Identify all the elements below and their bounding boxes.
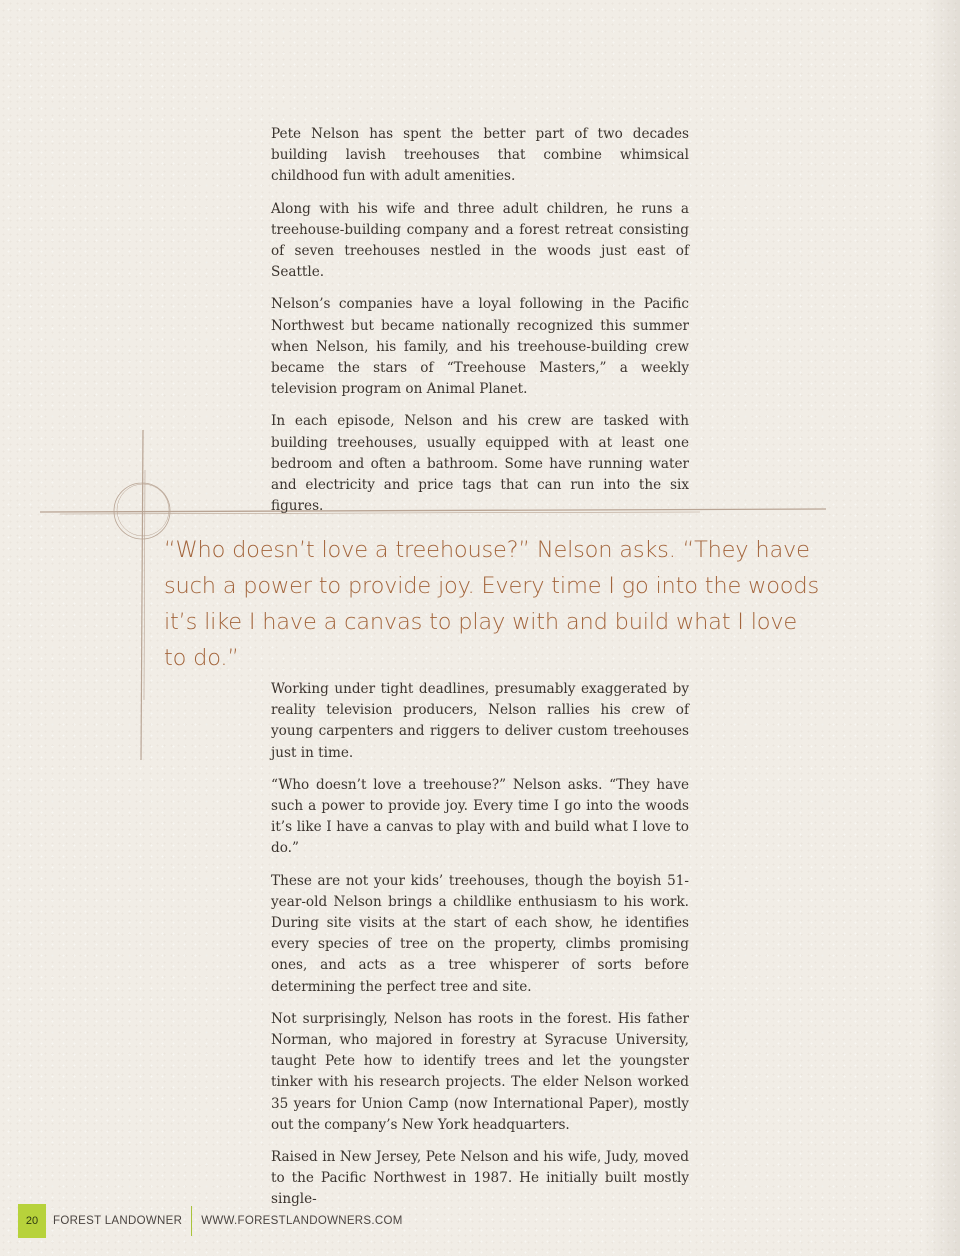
paragraph: Raised in New Jersey, Pete Nelson and his wife, Judy, moved to the Pacific Northwest in 1987. He initially built mostly single- [271, 1149, 689, 1208]
paragraph: Along with his wife and three adult children, he runs a treehouse-building company and a forest retreat consisting of seven treehouses nestled in the woods just east of Seattle. [271, 200, 689, 281]
pull-quote: “Who doesn’t love a treehouse?” Nelson asks. “They have such a power to provide joy. Every time I go into the woods it’s like I have a canvas to play with and build what I love to do.” [164, 537, 819, 671]
page-number: 20 [18, 1204, 46, 1238]
article-column-top [271, 124, 689, 528]
paragraph: Working under tight deadlines, presumably exaggerated by reality television producers, Nelson rallies his crew of young carpenters and riggers to deliver custom treehouses just in time. [271, 681, 689, 761]
page-footer [18, 1204, 403, 1238]
paragraph: In each episode, Nelson and his crew are tasked with building treehouses, usually equipped with at least one bedroom and often a bathroom. Some have running water and electricity and price tags that can run into the six figures. [271, 413, 689, 515]
paragraph: “Who doesn’t love a treehouse?” Nelson asks. “They have such a power to provide joy. Every time I go into the woods it’s like I have a canvas to play with and build what I love to do.” [271, 776, 689, 857]
paragraph: Nelson’s companies have a loyal following in the Pacific Northwest but became nationally recognized this summer when Nelson, his family, and his treehouse-building crew became the stars of “Treehouse Masters,” a weekly television program on Animal Planet. [271, 296, 689, 398]
article-column-bottom [271, 679, 689, 1222]
footer-divider [191, 1206, 192, 1236]
paragraph: Pete Nelson has spent the better part of two decades building lavish treehouses that combine whimsical childhood fun with adult amenities. [271, 126, 689, 185]
website-link[interactable]: WWW.FORESTLANDOWNERS.COM [201, 1215, 403, 1227]
paragraph: Not surprisingly, Nelson has roots in the forest. His father Norman, who majored in forestry at Syracuse University, taught Pete how to identify trees and let the youngster tinker with his research projects. The elder Nelson worked 35 years for Union Camp (now International Paper), mostly out the company’s New York headquarters. [271, 1010, 689, 1133]
paragraph: These are not your kids’ treehouses, though the boyish 51-year-old Nelson brings a childlike enthusiasm to his work. During site visits at the start of each show, he identifies every species of tree on the property, climbs promising ones, and acts as a tree whisperer of sorts before determining the perfect tree and site. [271, 872, 689, 995]
magazine-name: FOREST LANDOWNER [53, 1215, 183, 1227]
